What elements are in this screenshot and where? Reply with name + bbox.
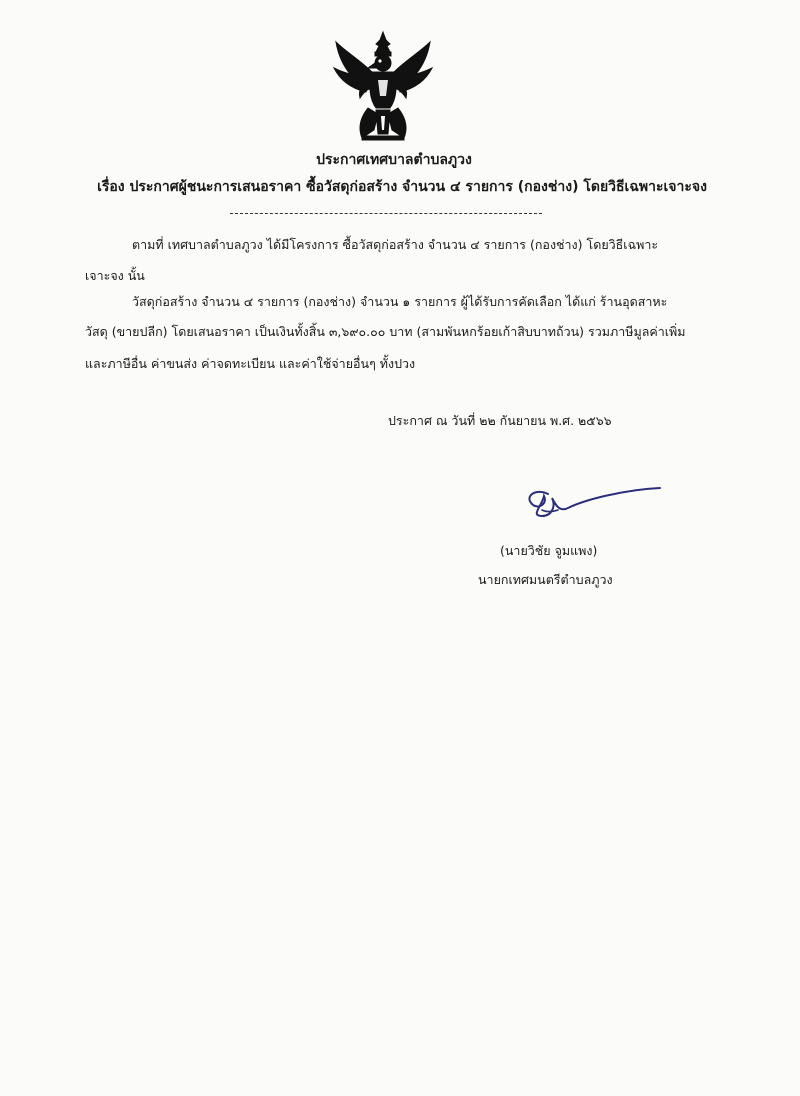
document-subject-title: เรื่อง ประกาศผู้ชนะการเสนอราคา ซื้อวัสดุก่อสร้าง จำนวน ๔ รายการ (กองช่าง) โดยวิธีเฉพาะเจาะจง xyxy=(97,179,707,195)
document-organization-title: ประกาศเทศบาลตำบลภูวง xyxy=(316,152,472,168)
body-line-5: และภาษีอื่น ค่าขนส่ง ค่าจดทะเบียน และค่าใช้จ่ายอื่นๆ ทั้งปวง xyxy=(85,356,416,371)
signer-name: (นายวิชัย จูมแพง) xyxy=(500,543,598,558)
body-line-2: เจาะจง นั้น xyxy=(85,268,145,283)
garuda-emblem-icon xyxy=(332,30,434,142)
body-line-3: วัสดุก่อสร้าง จำนวน ๔ รายการ (กองช่าง) จำนวน ๑ รายการ ผู้ได้รับการคัดเลือก ได้แก่ ร้านอุดสาหะ xyxy=(132,294,668,309)
signer-title: นายกเทศมนตรีตำบลภูวง xyxy=(478,572,613,587)
signature-icon xyxy=(512,476,662,524)
body-line-1: ตามที่ เทศบาลตำบลภูวง ได้มีโครงการ ซื้อวัสดุก่อสร้าง จำนวน ๔ รายการ (กองช่าง) โดยวิธีเฉพาะ xyxy=(132,237,659,252)
announcement-date: ประกาศ ณ วันที่ ๒๒ กันยายน พ.ศ. ๒๕๖๖ xyxy=(388,413,612,428)
separator-rule xyxy=(230,213,542,214)
body-line-4: วัสดุ (ขายปลีก) โดยเสนอราคา เป็นเงินทั้งสิ้น ๓,๖๙๐.๐๐ บาท (สามพันหกร้อยเก้าสิบบาทถ้วน) รวมภาษีมูลค่าเพิ่ม xyxy=(85,324,686,339)
